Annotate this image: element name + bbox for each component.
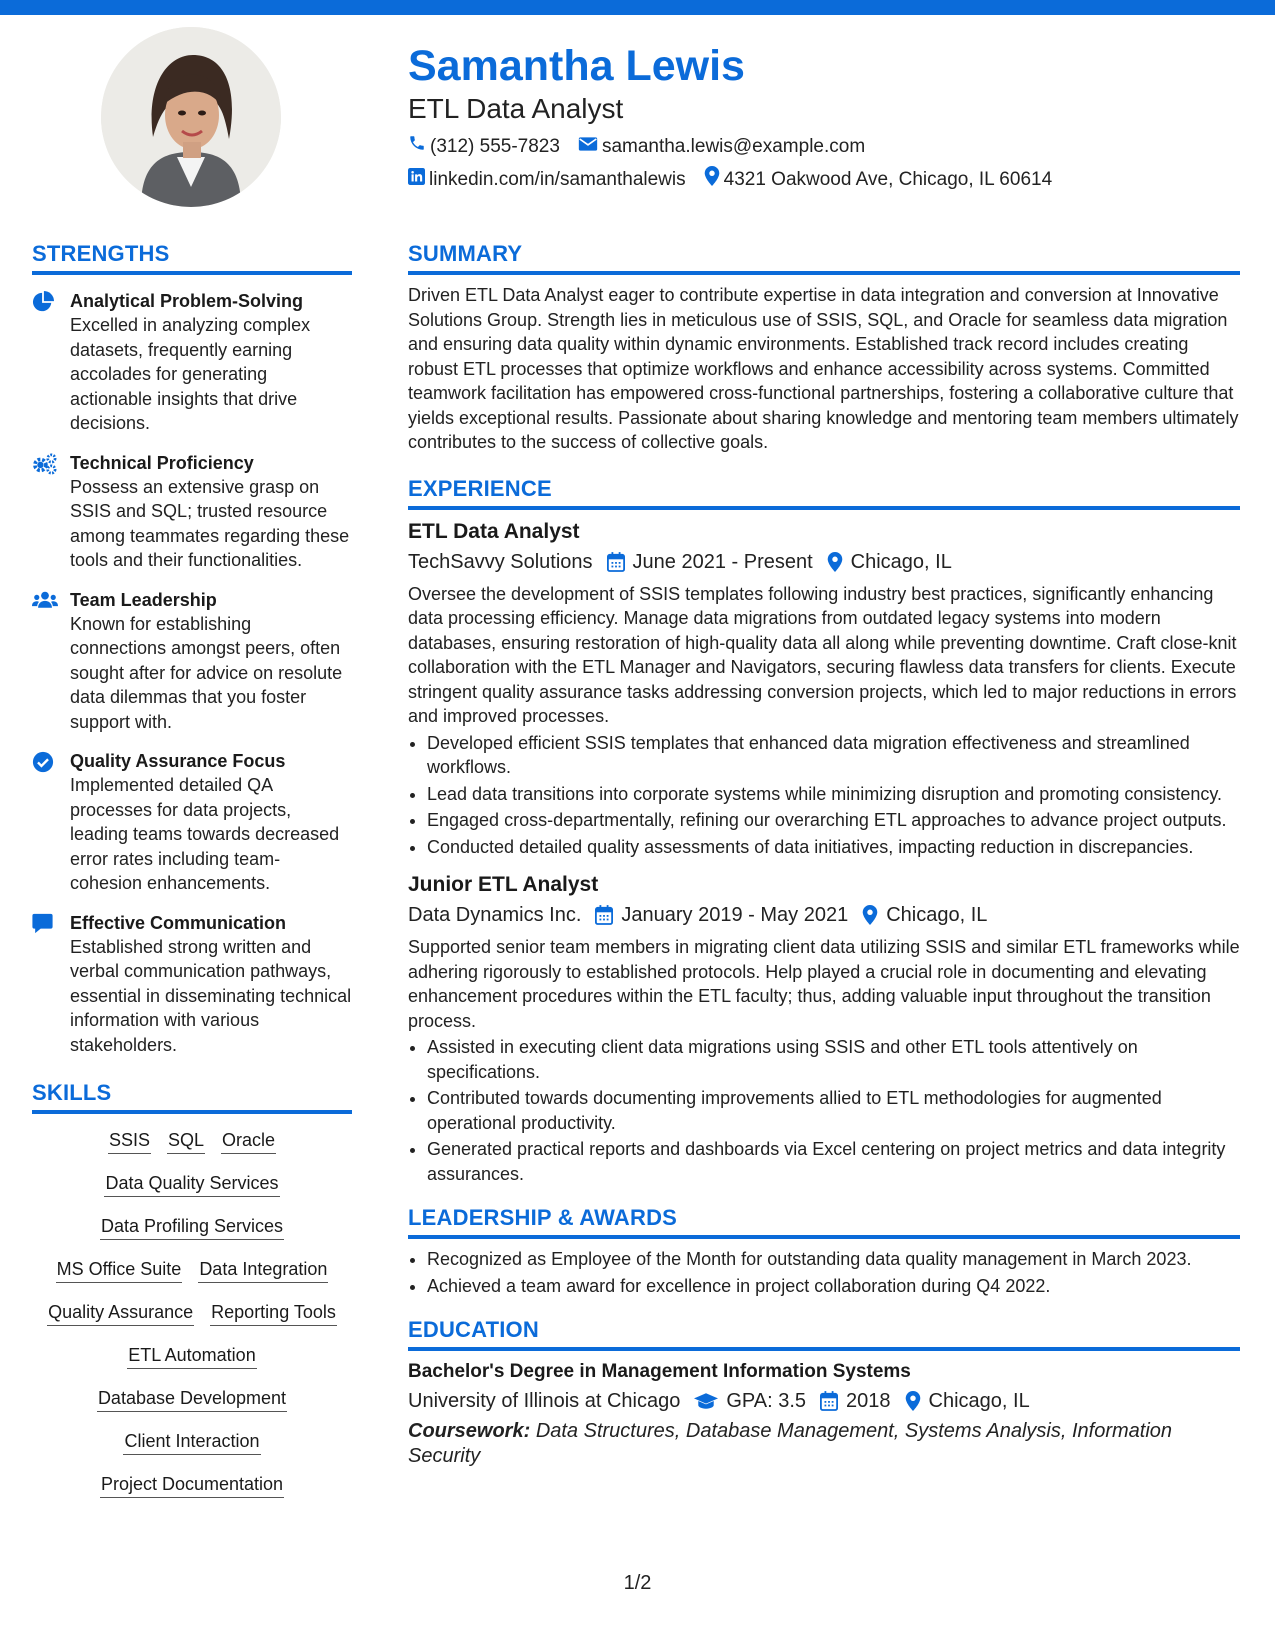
strength-item bbox=[32, 749, 352, 896]
skill-tag: Project Documentation bbox=[100, 1472, 284, 1498]
strength-item bbox=[32, 451, 352, 573]
skills-list bbox=[32, 1128, 352, 1498]
skill-row bbox=[32, 1257, 352, 1283]
top-accent-bar bbox=[0, 0, 1275, 15]
coursework-text: Data Structures, Database Management, Systems Analysis, Information Security bbox=[408, 1420, 1173, 1467]
contact-row-2 bbox=[408, 166, 1248, 193]
contact-row-1 bbox=[408, 134, 1248, 159]
education-section bbox=[408, 1316, 1240, 1469]
resume-header bbox=[408, 40, 1248, 193]
strength-desc: Implemented detailed QA processes for data projects, leading teams towards decreased error rates including team-cohesion enhancements. bbox=[70, 775, 340, 893]
location-pin-icon bbox=[905, 1391, 921, 1411]
strength-title: Analytical Problem-Solving bbox=[70, 291, 304, 311]
job-dates: January 2019 - May 2021 bbox=[621, 904, 849, 926]
awards-list bbox=[427, 1247, 1240, 1298]
gears-icon bbox=[32, 451, 70, 573]
strength-item bbox=[32, 588, 352, 735]
list-item: • Lead data transitions into corporate systems while minimizing disruption and promoting consistency. bbox=[427, 782, 1240, 807]
skill-tag: Client Interaction bbox=[123, 1429, 260, 1455]
skill-row bbox=[32, 1214, 352, 1240]
job-bullets bbox=[427, 731, 1240, 860]
school-name: University of Illinois at Chicago bbox=[408, 1390, 681, 1412]
linkedin-icon bbox=[408, 168, 429, 192]
pie-chart-icon bbox=[32, 289, 70, 436]
skill-row bbox=[32, 1300, 352, 1326]
candidate-name: Samantha Lewis bbox=[408, 42, 745, 90]
summary-heading: SUMMARY bbox=[408, 240, 1240, 275]
strengths-heading: STRENGTHS bbox=[32, 240, 352, 275]
skill-tag: Quality Assurance bbox=[47, 1300, 194, 1326]
job-title: Junior ETL Analyst bbox=[408, 873, 599, 896]
awards-heading: LEADERSHIP & AWARDS bbox=[408, 1204, 1240, 1239]
coursework-label: Coursework: bbox=[408, 1420, 531, 1442]
calendar-icon bbox=[595, 905, 613, 925]
skill-tag: Data Profiling Services bbox=[100, 1214, 284, 1240]
experience-heading: EXPERIENCE bbox=[408, 475, 1240, 510]
job-entry bbox=[408, 871, 1240, 1186]
strengths-list bbox=[32, 289, 352, 1057]
list-item: • Contributed towards documenting improvements allied to ETL methodologies for augmented operational productivity. bbox=[427, 1086, 1240, 1135]
skill-tag: Reporting Tools bbox=[210, 1300, 337, 1326]
right-column bbox=[408, 240, 1240, 1469]
calendar-icon bbox=[820, 1391, 838, 1411]
envelope-icon bbox=[578, 135, 602, 159]
awards-section bbox=[408, 1204, 1240, 1298]
coursework bbox=[408, 1419, 1240, 1469]
location-pin-icon bbox=[827, 552, 843, 572]
skill-tag: Data Quality Services bbox=[104, 1171, 279, 1197]
job-dates: June 2021 - Present bbox=[632, 550, 813, 573]
skill-tag: SSIS bbox=[108, 1128, 151, 1154]
education-heading: EDUCATION bbox=[408, 1316, 1240, 1351]
strength-desc: Established strong written and verbal communication pathways, essential in disseminating technical information with various stakeholders. bbox=[70, 936, 352, 1055]
skill-row bbox=[32, 1429, 352, 1455]
graduation-year: 2018 bbox=[846, 1390, 891, 1412]
job-title: ETL Data Analyst bbox=[408, 519, 580, 543]
strength-desc: Excelled in analyzing complex datasets, frequently earning accolades for generating actionable insights that drive decisions. bbox=[70, 315, 311, 433]
list-item: • Generated practical reports and dashboards via Excel centering on project metrics and data integrity assurances. bbox=[427, 1137, 1240, 1186]
list-item: • Recognized as Employee of the Month for outstanding data quality management in March 2023. bbox=[427, 1247, 1240, 1272]
list-item: • Engaged cross-departmentally, refining our overarching ETL approaches to advance project outputs. bbox=[427, 808, 1240, 833]
school-location: Chicago, IL bbox=[928, 1390, 1030, 1412]
skill-row bbox=[32, 1343, 352, 1369]
location-pin-icon bbox=[704, 166, 724, 193]
skill-tag: Oracle bbox=[221, 1128, 276, 1154]
page-number: 1/2 bbox=[623, 1572, 652, 1594]
company-name: TechSavvy Solutions bbox=[408, 550, 593, 573]
list-item: • Assisted in executing client data migrations using SSIS and other ETL tools attentively on specifications. bbox=[427, 1035, 1240, 1084]
skill-row bbox=[32, 1472, 352, 1498]
phone-text: (312) 555-7823 bbox=[430, 135, 560, 157]
skill-row bbox=[32, 1171, 352, 1197]
phone-contact bbox=[408, 134, 560, 159]
strength-title: Effective Communication bbox=[70, 912, 287, 933]
strength-title: Quality Assurance Focus bbox=[70, 751, 286, 771]
company-name: Data Dynamics Inc. bbox=[408, 904, 582, 926]
strength-title: Team Leadership bbox=[70, 589, 217, 610]
graduation-cap-icon bbox=[694, 1392, 718, 1410]
strength-item bbox=[32, 911, 352, 1058]
strength-desc: Possess an extensive grasp on SSIS and SQL; trusted resource among teammates regarding these tools and their functionalities. bbox=[70, 476, 350, 570]
strength-item bbox=[32, 289, 352, 436]
strength-title: Technical Proficiency bbox=[70, 452, 254, 473]
job-location: Chicago, IL bbox=[886, 904, 988, 926]
users-icon bbox=[32, 588, 70, 735]
job-description: Supported senior team members in migrating client data utilizing SSIS and similar ETL frameworks while adhering rigorously to established protocols. Help played a crucial role in documenting and elevating enhancement procedures within the ETL faculty; thus, adding valuable input throughout the transition process. bbox=[408, 937, 1240, 1031]
address-contact bbox=[704, 166, 1053, 193]
candidate-title: ETL Data Analyst bbox=[408, 93, 624, 124]
skills-heading: SKILLS bbox=[32, 1079, 352, 1114]
job-meta bbox=[408, 548, 1240, 576]
list-item: • Conducted detailed quality assessments of data initiatives, impacting reduction in discrepancies. bbox=[427, 835, 1240, 860]
job-entry bbox=[408, 518, 1240, 860]
skill-row bbox=[32, 1386, 352, 1412]
phone-icon bbox=[408, 134, 430, 159]
job-location: Chicago, IL bbox=[850, 550, 952, 573]
skill-row bbox=[32, 1128, 352, 1154]
skill-tag: Data Integration bbox=[198, 1257, 328, 1283]
email-contact[interactable] bbox=[578, 135, 865, 159]
profile-photo bbox=[101, 27, 281, 207]
skill-tag: Database Development bbox=[97, 1386, 287, 1412]
education-meta bbox=[408, 1387, 1240, 1415]
job-meta bbox=[408, 901, 1240, 929]
calendar-icon bbox=[607, 552, 625, 572]
list-item: • Developed efficient SSIS templates that enhanced data migration effectiveness and streamlined workflows. bbox=[427, 731, 1240, 780]
linkedin-contact[interactable] bbox=[408, 168, 686, 192]
skill-tag: MS Office Suite bbox=[56, 1257, 183, 1283]
gpa-text: GPA: 3.5 bbox=[726, 1390, 807, 1412]
check-circle-icon bbox=[32, 749, 70, 896]
left-column bbox=[32, 240, 352, 1515]
skill-tag: SQL bbox=[167, 1128, 205, 1154]
list-item: • Achieved a team award for excellence in project collaboration during Q4 2022. bbox=[427, 1274, 1240, 1299]
job-bullets bbox=[427, 1035, 1240, 1186]
location-pin-icon bbox=[862, 905, 878, 925]
comment-icon bbox=[32, 911, 70, 1058]
job-description: Oversee the development of SSIS templates following industry best practices, significantly enhancing data processing efficiency. Manage data migrations from outdated legacy systems into modern databases, ensuring restoration of high-quality data all along while preventing downtime. Craft close-knit collaboration with the ETL Manager and Navigators, securing flawless data transfers for clients. Execute stringent quality assurance tasks addressing conversion projects, which led to major reductions in errors and improved processes. bbox=[408, 583, 1237, 726]
summary-text: Driven ETL Data Analyst eager to contribute expertise in data integration and conversion at Innovative Solutions Group. Strength lies in meticulous use of SSIS, SQL, and Oracle for seamless data migration and ensuring data quality within dynamic environments. Established track record includes creating robust ETL processes that optimize workflows and enhance accessibility across systems. Committed teamwork facilitation has empowered cross-functional partnerships, fostering a collaborative culture that yields exceptional results. Passionate about sharing knowledge and mentoring team members ultimately contributes to the success of collective goals. bbox=[408, 285, 1239, 452]
email-text[interactable]: samantha.lewis@example.com bbox=[601, 135, 866, 157]
degree-title: Bachelor's Degree in Management Information Systems bbox=[408, 1361, 911, 1382]
skill-tag: ETL Automation bbox=[127, 1343, 256, 1369]
address-text: 4321 Oakwood Ave, Chicago, IL 60614 bbox=[723, 168, 1053, 190]
strength-desc: Known for establishing connections amongst peers, often sought after for advice on resolute data dilemmas that you foster support with. bbox=[70, 613, 343, 732]
linkedin-text[interactable]: linkedin.com/in/samanthalewis bbox=[429, 168, 686, 190]
